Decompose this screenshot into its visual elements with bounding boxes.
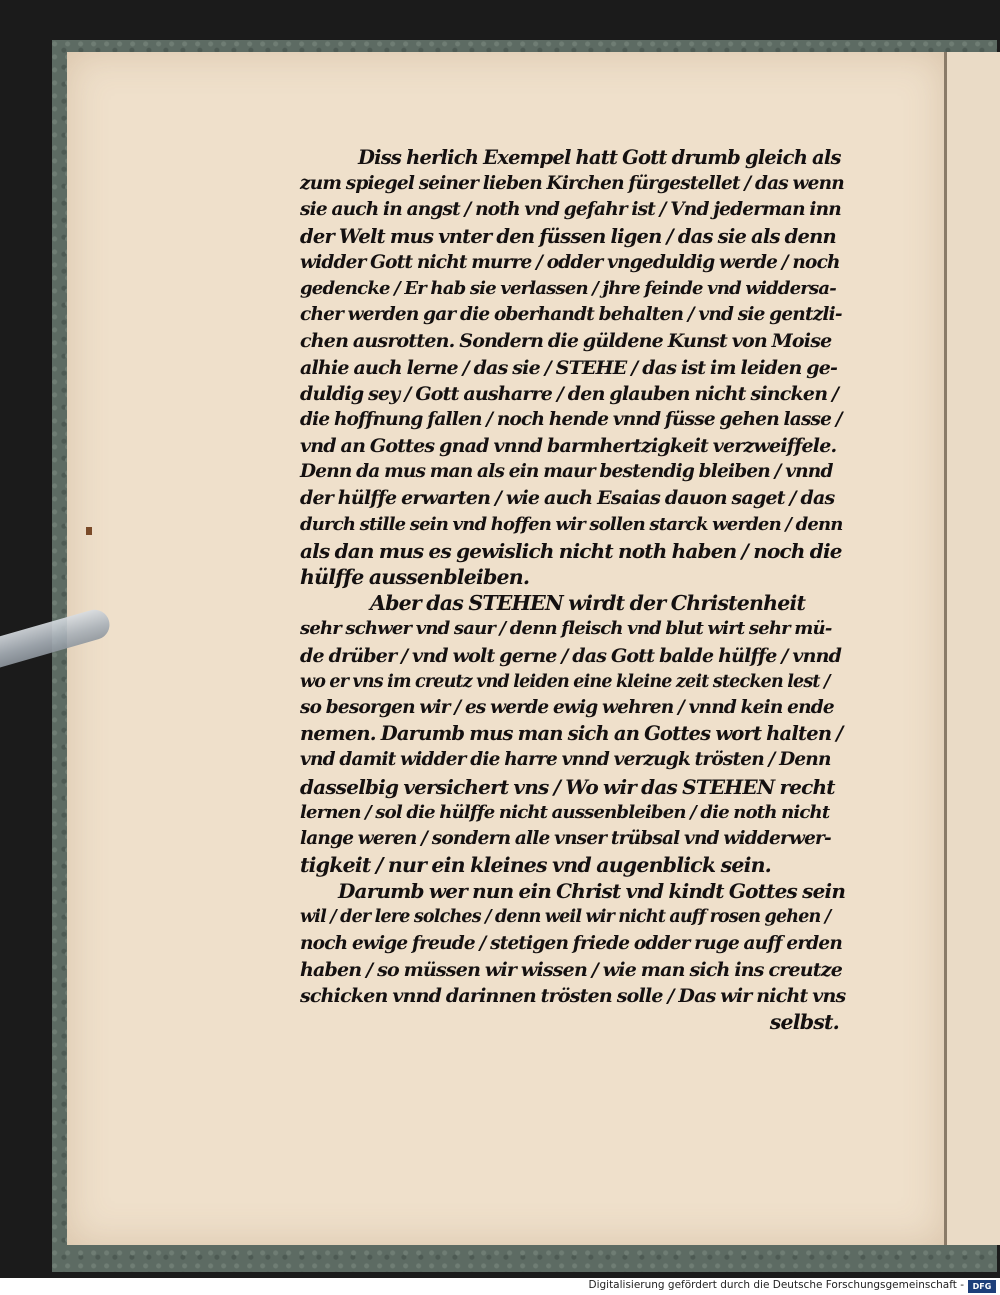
text-line: haben / so müssen wir wissen / wie man sich ins creutze [300, 958, 843, 981]
paper-stain [86, 527, 92, 535]
footer-bar [0, 1278, 1000, 1295]
text-line: lernen / sol die hülffe nicht aussenbleiben / die noth nicht [300, 801, 830, 823]
text-line: als dan mus es gewislich nicht noth haben / noch die [300, 538, 842, 563]
text-line: zum spiegel seiner lieben Kirchen fürgestellet / das wenn [300, 173, 844, 195]
text-line: der Welt mus vnter den füssen ligen / das sie als denn [300, 224, 836, 248]
text-line: dasselbig versichert vns / Wo wir das STEHEN recht [300, 774, 835, 799]
text-line: noch ewige freude / stetigen friede odder ruge auff erden [300, 932, 843, 954]
text-line: nemen. Darumb mus man sich an Gottes wort halten / [300, 722, 843, 746]
text-line: vnd damit widder die harre vnnd verzugk trösten / Denn [300, 749, 831, 771]
page-text [300, 145, 845, 1035]
text-line: widder Gott nicht murre / odder vngeduldig werde / noch [300, 251, 840, 273]
text-line: gedencke / Er hab sie verlassen / jhre feinde vnd widdersa- [300, 277, 836, 299]
text-line: de drüber / vnd wolt gerne / das Gott balde hülffe / vnnd [300, 644, 842, 667]
catchword: selbst. [769, 1010, 839, 1035]
text-line: Diss herlich Exempel hatt Gott drumb gleich als [358, 146, 841, 169]
facing-page-edge [944, 52, 1000, 1245]
text-line: durch stille sein vnd hoffen wir sollen starck werden / denn [300, 513, 843, 535]
footer-credit: Digitalisierung gefördert durch die Deutsche Forschungsgemeinschaft - [588, 1279, 964, 1291]
text-line: lange weren / sondern alle vnser trübsal vnd widderwer- [300, 827, 831, 849]
text-line: schicken vnnd darinnen trösten solle / Das wir nicht vns [300, 985, 846, 1007]
text-line: wil / der lere solches / denn weil wir nicht auff rosen gehen / [300, 907, 831, 928]
text-line: duldig sey / Gott ausharre / den glauben nicht sincken / [300, 382, 839, 405]
text-line: hülffe aussenbleiben. [300, 565, 530, 589]
text-line: wo er vns im creutz vnd leiden eine kleine zeit stecken lest / [300, 671, 830, 692]
text-line: Aber das STEHEN wirdt der Christenheit [370, 591, 806, 616]
text-line: sehr schwer vnd saur / denn fleisch vnd blut wirt sehr mü- [300, 618, 832, 640]
text-line: Denn da mus man als ein maur bestendig bleiben / vnnd [300, 461, 833, 483]
text-line: vnd an Gottes gnad vnnd barmhertzigkeit verzweiffele. [300, 435, 837, 458]
text-line: der hülffe erwarten / wie auch Esaias dauon saget / das [300, 487, 835, 510]
dfg-logo: DFG [968, 1280, 996, 1293]
text-line: chen ausrotten. Sondern die güldene Kunst von Moise [300, 330, 832, 353]
text-line: die hoffnung fallen / noch hende vnnd füsse gehen lasse / [300, 408, 842, 430]
text-line: sie auch in angst / noth vnd gefahr ist / Vnd jederman inn [300, 199, 841, 221]
text-line: alhie auch lerne / das sie / STEHE / das ist im leiden ge- [300, 356, 838, 379]
text-line: so besorgen wir / es werde ewig wehren / vnnd kein ende [300, 696, 834, 718]
text-line: cher werden gar die oberhandt behalten / vnd sie gentzli- [300, 304, 842, 326]
text-line: Darumb wer nun ein Christ vnd kindt Gottes sein [338, 879, 846, 904]
text-line: tigkeit / nur ein kleines vnd augenblick sein. [300, 853, 772, 878]
